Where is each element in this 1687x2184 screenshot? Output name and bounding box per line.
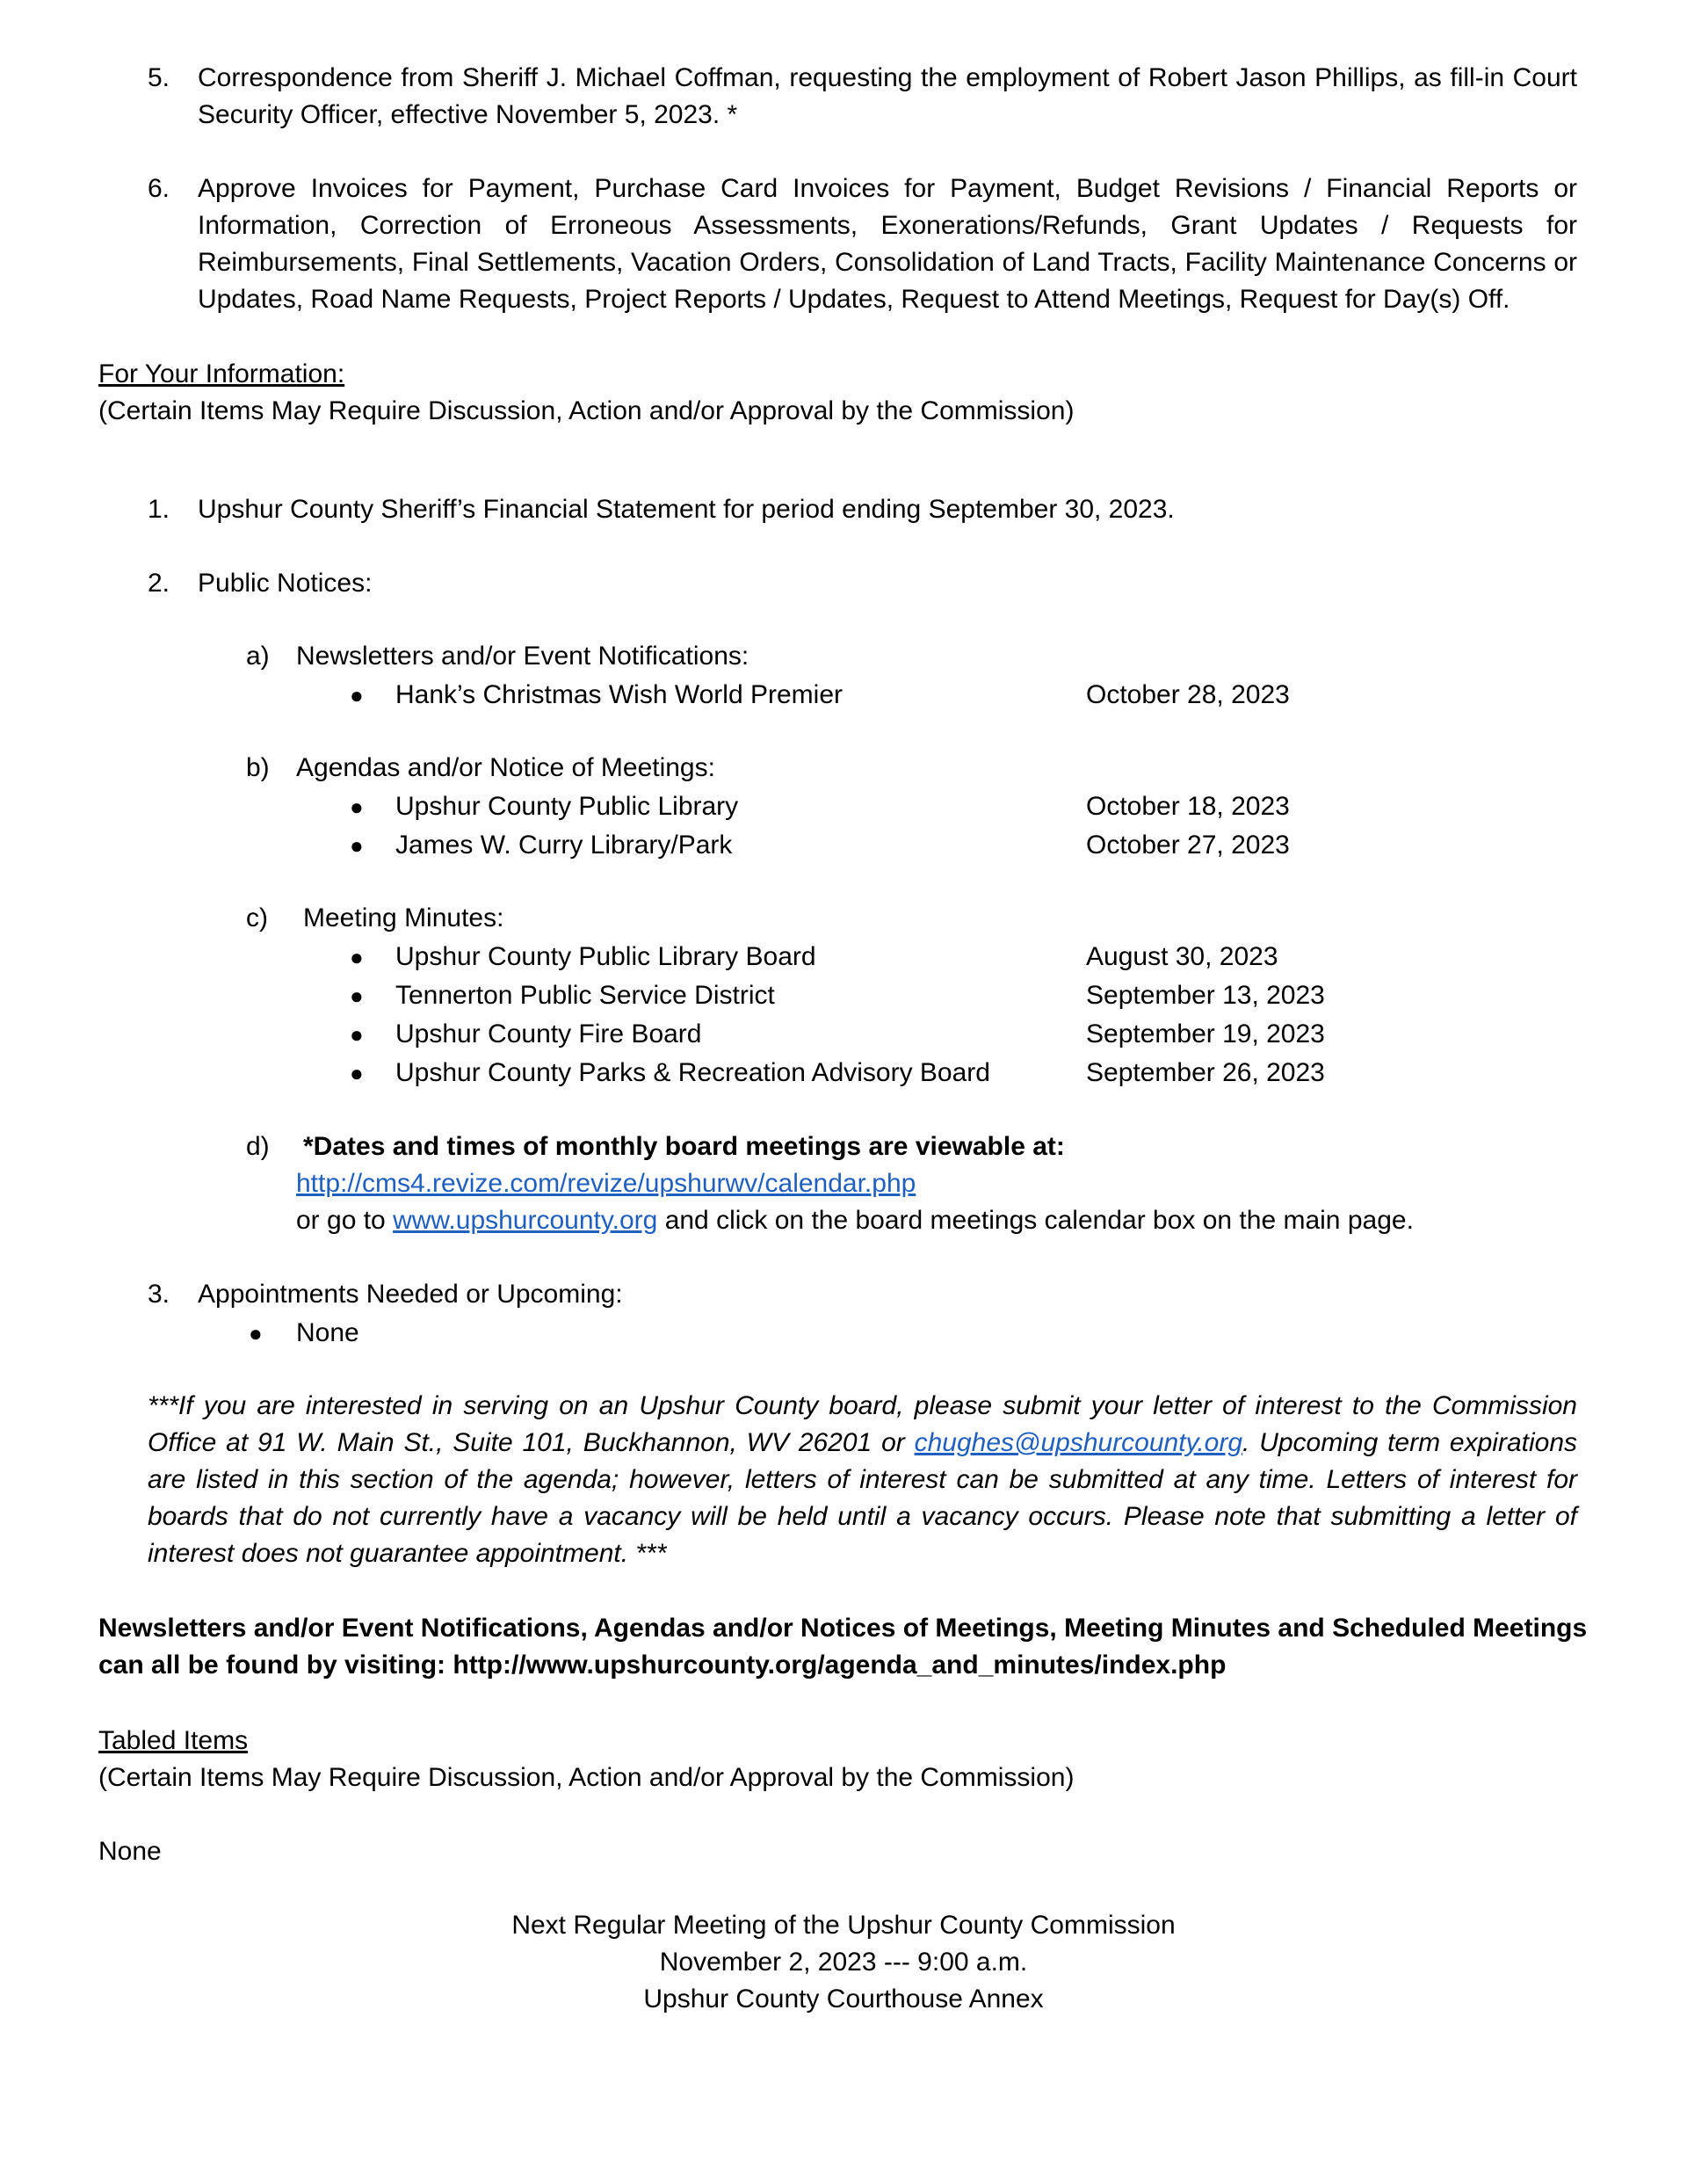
item-number: 3.: [148, 1280, 170, 1309]
calendar-note-title: *Dates and times of monthly board meetings are viewable at:: [303, 1132, 1065, 1161]
note-text: . Upcoming term expirations are listed in this section of the agenda; however, letters of interest can be submitted at any time. Letters of interest for boards that do not currently have a vacancy will be held until a vacancy occurs. Please note that submitting a letter of interest does not guarantee appointment. ***: [148, 1428, 1577, 1568]
next-meeting-datetime: November 2, 2023 --- 9:00 a.m.: [659, 1948, 1028, 1977]
tabled-heading: Tabled Items: [98, 1726, 249, 1755]
list-item-date: October 28, 2023: [1086, 680, 1290, 709]
or-go-to-text: or go to: [296, 1206, 386, 1235]
fyi-item-2: Public Notices:: [198, 569, 373, 598]
list-item-date: September 26, 2023: [1086, 1058, 1325, 1087]
bullet-icon: ●: [350, 682, 364, 708]
item-number: 6.: [148, 174, 170, 203]
list-item-date: August 30, 2023: [1086, 942, 1278, 971]
or-go-to-line: [296, 1202, 1414, 1239]
fyi-item-3: Appointments Needed or Upcoming:: [198, 1280, 623, 1309]
site-link[interactable]: www.upshurcounty.org: [393, 1206, 658, 1235]
tabled-content: None: [98, 1837, 162, 1866]
list-item-date: October 27, 2023: [1086, 831, 1290, 860]
list-item: None: [296, 1318, 359, 1347]
list-item-date: October 18, 2023: [1086, 792, 1290, 821]
list-item: Hank’s Christmas Wish World Premier: [395, 680, 843, 709]
bullet-icon: ●: [350, 794, 364, 820]
bullet-icon: ●: [249, 1320, 263, 1346]
list-item: Upshur County Fire Board: [395, 1019, 702, 1048]
list-item: Upshur County Public Library Board: [395, 942, 816, 971]
item-number: 2.: [148, 569, 170, 598]
notice-line-2: can all be found by visiting: http://www.upshurcounty.org/agenda_and_minutes/index.php: [98, 1651, 1227, 1680]
note-text: ***If you are interested in serving on an Upshur County board, please submit your letter of interest to the Commission Office at 91 W. Main St., Suite 101, Buckhannon, WV 26201 or: [148, 1391, 1577, 1457]
sub-label: b): [246, 753, 270, 782]
list-item: James W. Curry Library/Park: [395, 831, 733, 860]
minutes-title: Meeting Minutes:: [303, 903, 504, 932]
sub-label: d): [246, 1132, 270, 1161]
board-interest-note: [148, 1388, 1577, 1572]
newsletters-title: Newsletters and/or Event Notifications:: [296, 642, 749, 671]
bullet-icon: ●: [350, 1060, 364, 1086]
bullet-icon: ●: [350, 1021, 364, 1048]
list-item: Upshur County Parks & Recreation Advisory Board: [395, 1058, 990, 1087]
bullet-icon: ●: [350, 944, 364, 970]
list-item-date: September 19, 2023: [1086, 1019, 1325, 1048]
next-meeting-location: Upshur County Courthouse Annex: [643, 1984, 1044, 2013]
calendar-link[interactable]: http://cms4.revize.com/revize/upshurwv/calendar.php: [296, 1169, 916, 1198]
notice-line-1: Newsletters and/or Event Notifications, Agendas and/or Notices of Meetings, Meeting Minutes and Scheduled Meetings: [98, 1614, 1588, 1643]
item-number: 5.: [148, 63, 170, 92]
list-item: Upshur County Public Library: [395, 792, 739, 821]
sub-label: a): [246, 642, 270, 671]
item-number: 1.: [148, 495, 170, 524]
consent-item-6: Approve Invoices for Payment, Purchase Card Invoices for Payment, Budget Revisions / Financial Reports or Information, Correction of Erroneous Assessments, Exonerations/Refunds, Grant Updates / Requests for Reimbursements, Final Settlements, Vacation Orders, Consolidation of Land Tracts, Facility Maintenance Concerns or Updates, Road Name Requests, Project Reports / Updates, Request to Attend Meetings, Request for Day(s) Off.: [198, 174, 1577, 314]
after-link-text: and click on the board meetings calendar box on the main page.: [664, 1206, 1414, 1235]
sub-label: c): [246, 903, 268, 932]
fyi-item-1: Upshur County Sheriff’s Financial Statement for period ending September 30, 2023.: [198, 495, 1175, 524]
consent-item-5: Correspondence from Sheriff J. Michael Coffman, requesting the employment of Robert Jason Phillips, as fill-in Court Security Officer, effective November 5, 2023. *: [198, 63, 1577, 129]
list-item-date: September 13, 2023: [1086, 981, 1325, 1010]
bullet-icon: ●: [350, 832, 364, 859]
tabled-subheading: (Certain Items May Require Discussion, Action and/or Approval by the Commission): [98, 1763, 1075, 1792]
agendas-title: Agendas and/or Notice of Meetings:: [296, 753, 715, 782]
fyi-subheading: (Certain Items May Require Discussion, Action and/or Approval by the Commission): [98, 396, 1075, 425]
fyi-heading: For Your Information:: [98, 359, 345, 388]
list-item: Tennerton Public Service District: [395, 981, 775, 1010]
next-meeting-title: Next Regular Meeting of the Upshur County Commission: [511, 1911, 1176, 1940]
bullet-icon: ●: [350, 983, 364, 1009]
email-link[interactable]: chughes@upshurcounty.org: [914, 1428, 1243, 1457]
